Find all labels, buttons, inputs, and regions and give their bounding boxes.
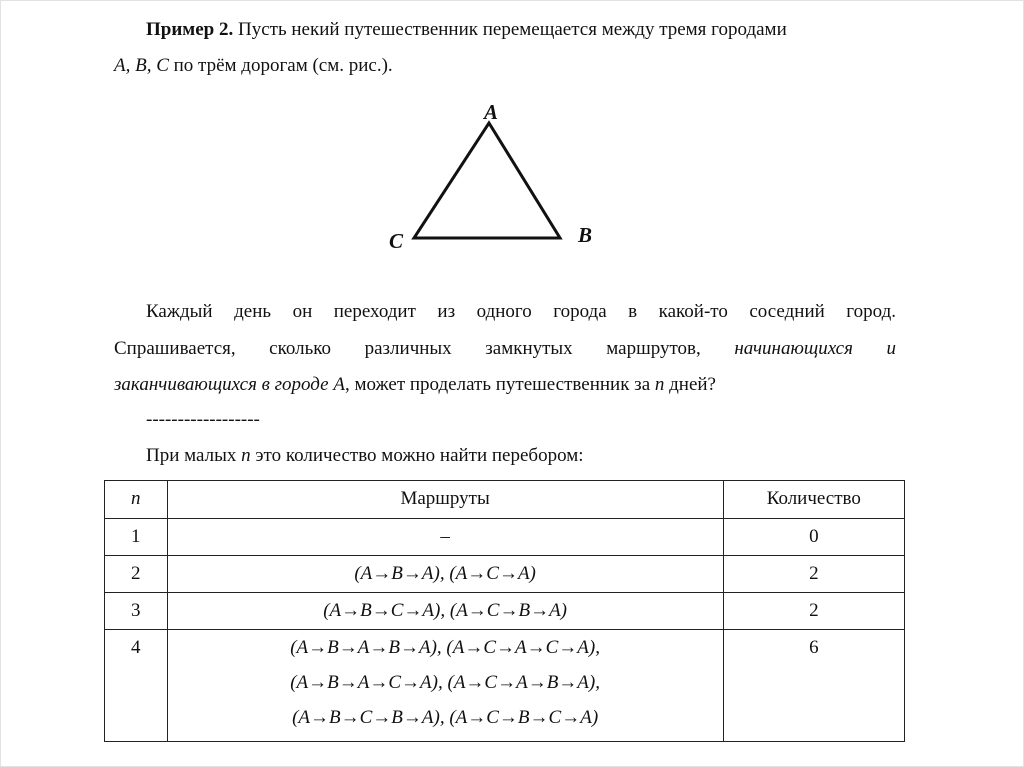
vertex-label-c: C	[389, 229, 404, 253]
paragraph-line-3	[114, 373, 716, 397]
table-row	[105, 630, 905, 742]
paragraph-text-3-end: дней?	[664, 374, 716, 395]
row-4-route-2: (A→B→C→B→A), (A→C→B→C→A)	[292, 707, 599, 728]
row-1-n-value: 1	[131, 526, 141, 547]
header-count	[723, 481, 904, 519]
row-2-n-value: 2	[131, 563, 141, 584]
routes-table	[104, 480, 905, 742]
intro-before: При малых	[146, 445, 242, 466]
vertex-label-a: A	[484, 100, 499, 124]
header-n-label: n	[131, 488, 141, 509]
row-1-n	[105, 519, 168, 556]
triangle-figure	[0, 0, 1024, 300]
row-3-routes	[167, 593, 723, 630]
row-1-count-value: 0	[809, 526, 819, 547]
paragraph-line-2	[114, 337, 896, 361]
row-3-n-value: 3	[131, 600, 141, 621]
paragraph-italic-3: заканчивающихся в городе A	[114, 374, 345, 395]
row-4-route-1: (A→B→A→C→A), (A→C→A→B→A),	[290, 672, 600, 693]
paragraph-text-3: , может проделать путешественник за	[344, 374, 655, 395]
separator: ------------------	[146, 409, 260, 430]
table-row	[105, 593, 905, 630]
row-2-n	[105, 556, 168, 593]
row-2-count	[723, 556, 904, 593]
row-2-count-value: 2	[809, 563, 819, 584]
row-1-route-0: –	[440, 526, 450, 547]
intro-n: n	[241, 445, 251, 466]
header-routes	[167, 481, 723, 519]
triangle-shape	[414, 123, 560, 238]
example-label: Пример 2.	[146, 19, 234, 40]
heading-cities: A, B, C	[114, 55, 169, 76]
intro-after: это количество можно найти перебором:	[250, 445, 584, 466]
table-row	[105, 519, 905, 556]
row-1-routes	[167, 519, 723, 556]
vertex-label-b: B	[578, 223, 593, 247]
row-4-count-value: 6	[809, 637, 819, 658]
intro-line	[146, 444, 584, 468]
row-3-n	[105, 593, 168, 630]
row-3-count-value: 2	[809, 600, 819, 621]
row-4-n-value: 4	[131, 637, 141, 658]
header-routes-label: Маршруты	[400, 488, 490, 509]
paragraph-italic-2: начинающихся и	[734, 338, 897, 359]
row-1-count	[723, 519, 904, 556]
row-4-route-0: (A→B→A→B→A), (A→C→A→C→A),	[290, 637, 600, 658]
row-4-n	[105, 630, 168, 742]
paragraph-line-1: Каждый день он переходит из одного города в какой-то соседний город.	[146, 301, 896, 322]
header-count-label: Количество	[766, 488, 861, 509]
header-n	[105, 481, 168, 519]
row-4-count	[723, 630, 904, 742]
table-header-row	[105, 481, 905, 519]
row-4-routes	[167, 630, 723, 742]
heading-text-2: по трём дорогам (см. рис.).	[168, 55, 393, 76]
table-row	[105, 556, 905, 593]
row-2-route-0: (A→B→A), (A→C→A)	[354, 563, 536, 584]
paragraph-text-2: Спрашивается, сколько различных замкнутых маршрутов,	[114, 338, 701, 359]
paragraph-n: n	[654, 374, 665, 395]
row-3-count	[723, 593, 904, 630]
row-3-route-0: (A→B→C→A), (A→C→B→A)	[323, 600, 568, 621]
heading-text-1: Пусть некий путешественник перемещается между тремя городами	[233, 19, 787, 40]
row-2-routes	[167, 556, 723, 593]
